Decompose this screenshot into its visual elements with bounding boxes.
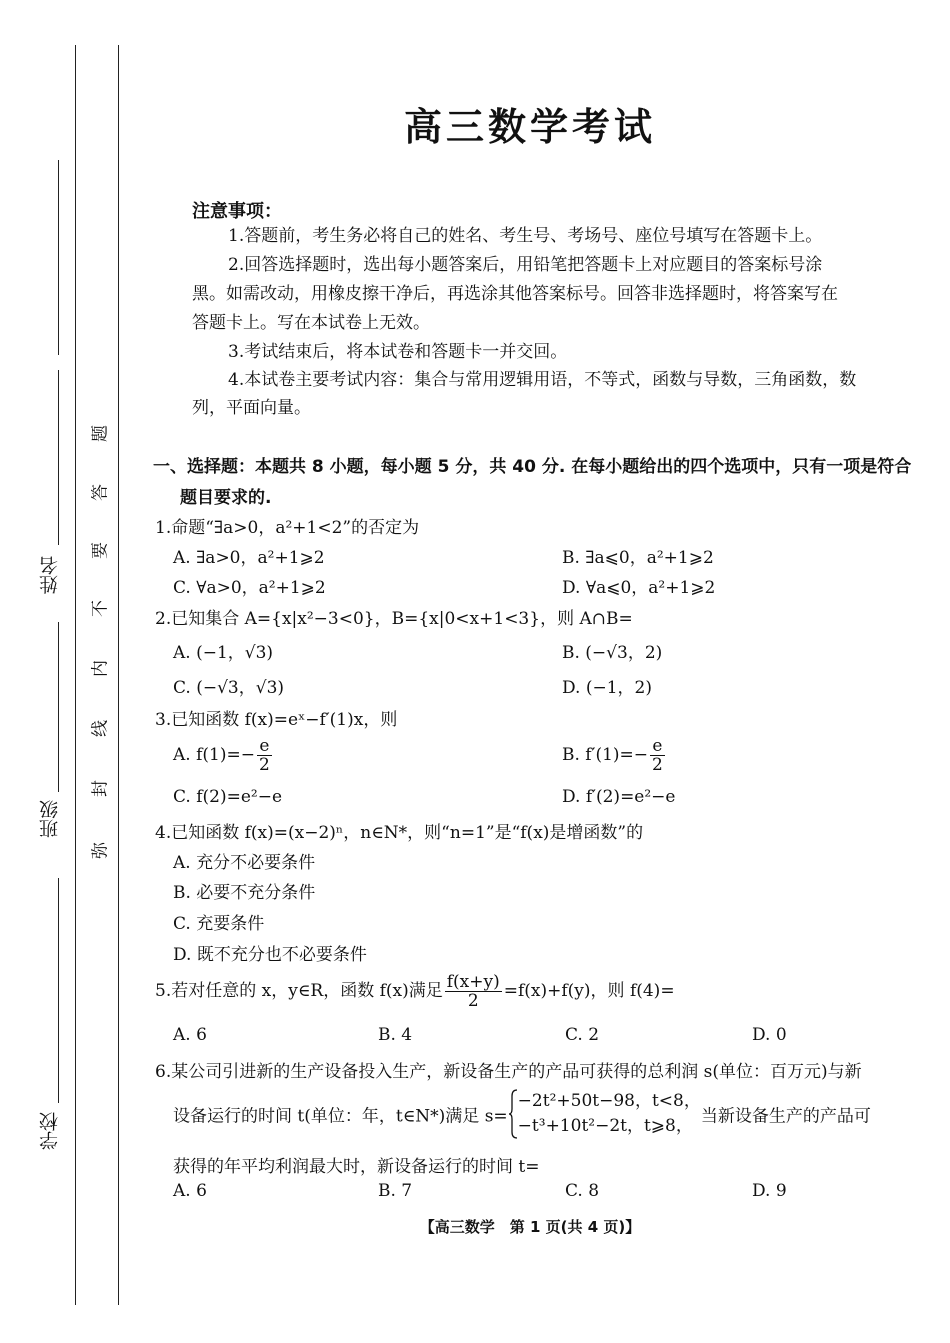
notice-line: 黑。如需改动，用橡皮擦干净后，再选涂其他答案标号。回答非选择题时，将答案写在 bbox=[192, 284, 838, 304]
question-5-option-b: B. 4 bbox=[378, 1025, 413, 1045]
question-4-option-d: D. 既不充分也不必要条件 bbox=[173, 945, 367, 965]
piecewise-case-1: −2t²+50t−98，t<8， bbox=[517, 1091, 701, 1111]
question-5-stem-post: =f(x)+f(y)，则 f(4)= bbox=[503, 981, 675, 1001]
question-6-option-b: B. 7 bbox=[378, 1181, 413, 1201]
top-field-line bbox=[58, 160, 59, 355]
question-1-option-d: D. ∀a⩽0，a²+1⩾2 bbox=[562, 578, 716, 598]
option-a-text: A. f(1)=− bbox=[173, 745, 255, 765]
question-5-option-a: A. 6 bbox=[173, 1025, 207, 1045]
notice-heading: 注意事项： bbox=[192, 201, 282, 222]
fraction-denominator: 2 bbox=[467, 991, 479, 1011]
question-4-option-b: B. 必要不充分条件 bbox=[173, 883, 316, 903]
notice-line: 3.考试结束后，将本试卷和答题卡一并交回。 bbox=[228, 342, 568, 362]
question-6-option-a: A. 6 bbox=[173, 1181, 207, 1201]
question-6-line3: 获得的年平均利润最大时，新设备运行的时间 t= bbox=[173, 1157, 540, 1177]
question-5-option-c: C. 2 bbox=[565, 1025, 600, 1045]
question-6-line2-post: 当新设备生产的产品可 bbox=[700, 1106, 871, 1127]
fraction-denominator: 2 bbox=[652, 755, 663, 775]
fraction bbox=[445, 973, 502, 1010]
notice-line: 答题卡上。写在本试卷上无效。 bbox=[192, 313, 430, 333]
question-3-option-c: C. f(2)=e²−e bbox=[173, 787, 283, 807]
piecewise-case-2: −t³+10t²−2t，t⩾8， bbox=[517, 1116, 693, 1136]
left-brace-icon bbox=[508, 1089, 518, 1139]
fraction-denominator: 2 bbox=[258, 755, 270, 775]
fraction-numerator: f(x+y) bbox=[446, 972, 500, 992]
class-field-line bbox=[58, 622, 59, 792]
binding-line-outer bbox=[75, 45, 76, 1305]
question-2-option-c: C. (−√3，√3) bbox=[173, 678, 285, 698]
seal-char: 不 bbox=[90, 600, 111, 617]
question-6-option-d: D. 9 bbox=[752, 1181, 787, 1201]
option-b-text: B. f′(1)=− bbox=[562, 745, 649, 765]
seal-char: 弥 bbox=[90, 842, 111, 859]
fraction bbox=[650, 737, 665, 774]
question-5-stem bbox=[155, 973, 675, 1010]
question-4-option-c: C. 充要条件 bbox=[173, 914, 265, 934]
question-2-option-b: B. (−√3，2) bbox=[562, 643, 663, 663]
school-field-line bbox=[58, 878, 59, 1103]
question-3-option-d: D. f′(2)=e²−e bbox=[562, 787, 676, 807]
question-1-option-c: C. ∀a>0，a²+1⩾2 bbox=[173, 578, 326, 598]
question-4-stem: 4.已知函数 f(x)=(x−2)ⁿ，n∈N*，则“n=1”是“f(x)是增函数”的 bbox=[155, 823, 644, 843]
seal-char: 线 bbox=[90, 720, 111, 737]
question-3-stem: 3.已知函数 f(x)=eˣ−f′(1)x，则 bbox=[155, 710, 398, 730]
notice-line: 4.本试卷主要考试内容：集合与常用逻辑用语，不等式，函数与导数，三角函数，数 bbox=[228, 370, 857, 390]
fraction bbox=[257, 737, 272, 774]
seal-char: 封 bbox=[90, 780, 111, 797]
section-heading-cont: 题目要求的. bbox=[180, 488, 272, 508]
question-3-option-a bbox=[173, 737, 274, 774]
question-1-option-a: A. ∃a>0，a²+1⩾2 bbox=[173, 548, 325, 568]
question-6-line2 bbox=[173, 1089, 871, 1139]
page-footer: 【高三数学 第 1 页(共 4 页)】 bbox=[419, 1218, 641, 1236]
question-6-line2-pre: 设备运行的时间 t(单位：年，t∈N*)满足 s= bbox=[173, 1106, 508, 1127]
question-4-option-a: A. 充分不必要条件 bbox=[173, 853, 316, 873]
name-field-label: 姓名 bbox=[39, 556, 61, 594]
binding-line-inner bbox=[118, 45, 119, 1305]
question-1-stem: 1.命题“∃a>0，a²+1<2”的否定为 bbox=[155, 518, 420, 538]
name-field-line bbox=[58, 370, 59, 545]
school-field-label: 学校 bbox=[39, 1112, 61, 1150]
piecewise-function bbox=[508, 1089, 701, 1139]
class-field-label: 班级 bbox=[39, 800, 61, 838]
notice-line: 列，平面向量。 bbox=[192, 398, 311, 418]
question-3-option-b bbox=[562, 737, 667, 774]
question-2-stem: 2.已知集合 A={x|x²−3<0}，B={x|0<x+1<3}，则 A∩B= bbox=[155, 609, 633, 629]
notice-line: 2.回答选择题时，选出每小题答案后，用铅笔把答题卡上对应题目的答案标号涂 bbox=[228, 255, 823, 275]
question-6-option-c: C. 8 bbox=[565, 1181, 600, 1201]
seal-char: 题 bbox=[90, 425, 111, 442]
question-2-option-a: A. (−1，√3) bbox=[173, 643, 274, 663]
section-heading: 一、选择题：本题共 8 小题，每小题 5 分，共 40 分. 在每小题给出的四个选项中，只有一项是符合 bbox=[153, 457, 912, 477]
question-1-option-b: B. ∃a⩽0，a²+1⩾2 bbox=[562, 548, 714, 568]
notice-line: 1.答题前，考生务必将自己的姓名、考生号、考场号、座位号填写在答题卡上。 bbox=[228, 226, 823, 246]
page-title: 高三数学考试 bbox=[403, 105, 656, 149]
seal-char: 答 bbox=[90, 484, 111, 501]
seal-char: 要 bbox=[90, 542, 111, 559]
question-2-option-d: D. (−1，2) bbox=[562, 678, 652, 698]
fraction-numerator: e bbox=[650, 737, 665, 756]
fraction-numerator: e bbox=[257, 737, 272, 756]
question-6-line1: 6.某公司引进新的生产设备投入生产，新设备生产的产品可获得的总利润 s(单位：百万元)与新 bbox=[155, 1062, 862, 1082]
question-5-option-d: D. 0 bbox=[752, 1025, 787, 1045]
seal-char: 内 bbox=[90, 660, 111, 677]
question-5-stem-pre: 5.若对任意的 x，y∈R，函数 f(x)满足 bbox=[155, 981, 443, 1001]
